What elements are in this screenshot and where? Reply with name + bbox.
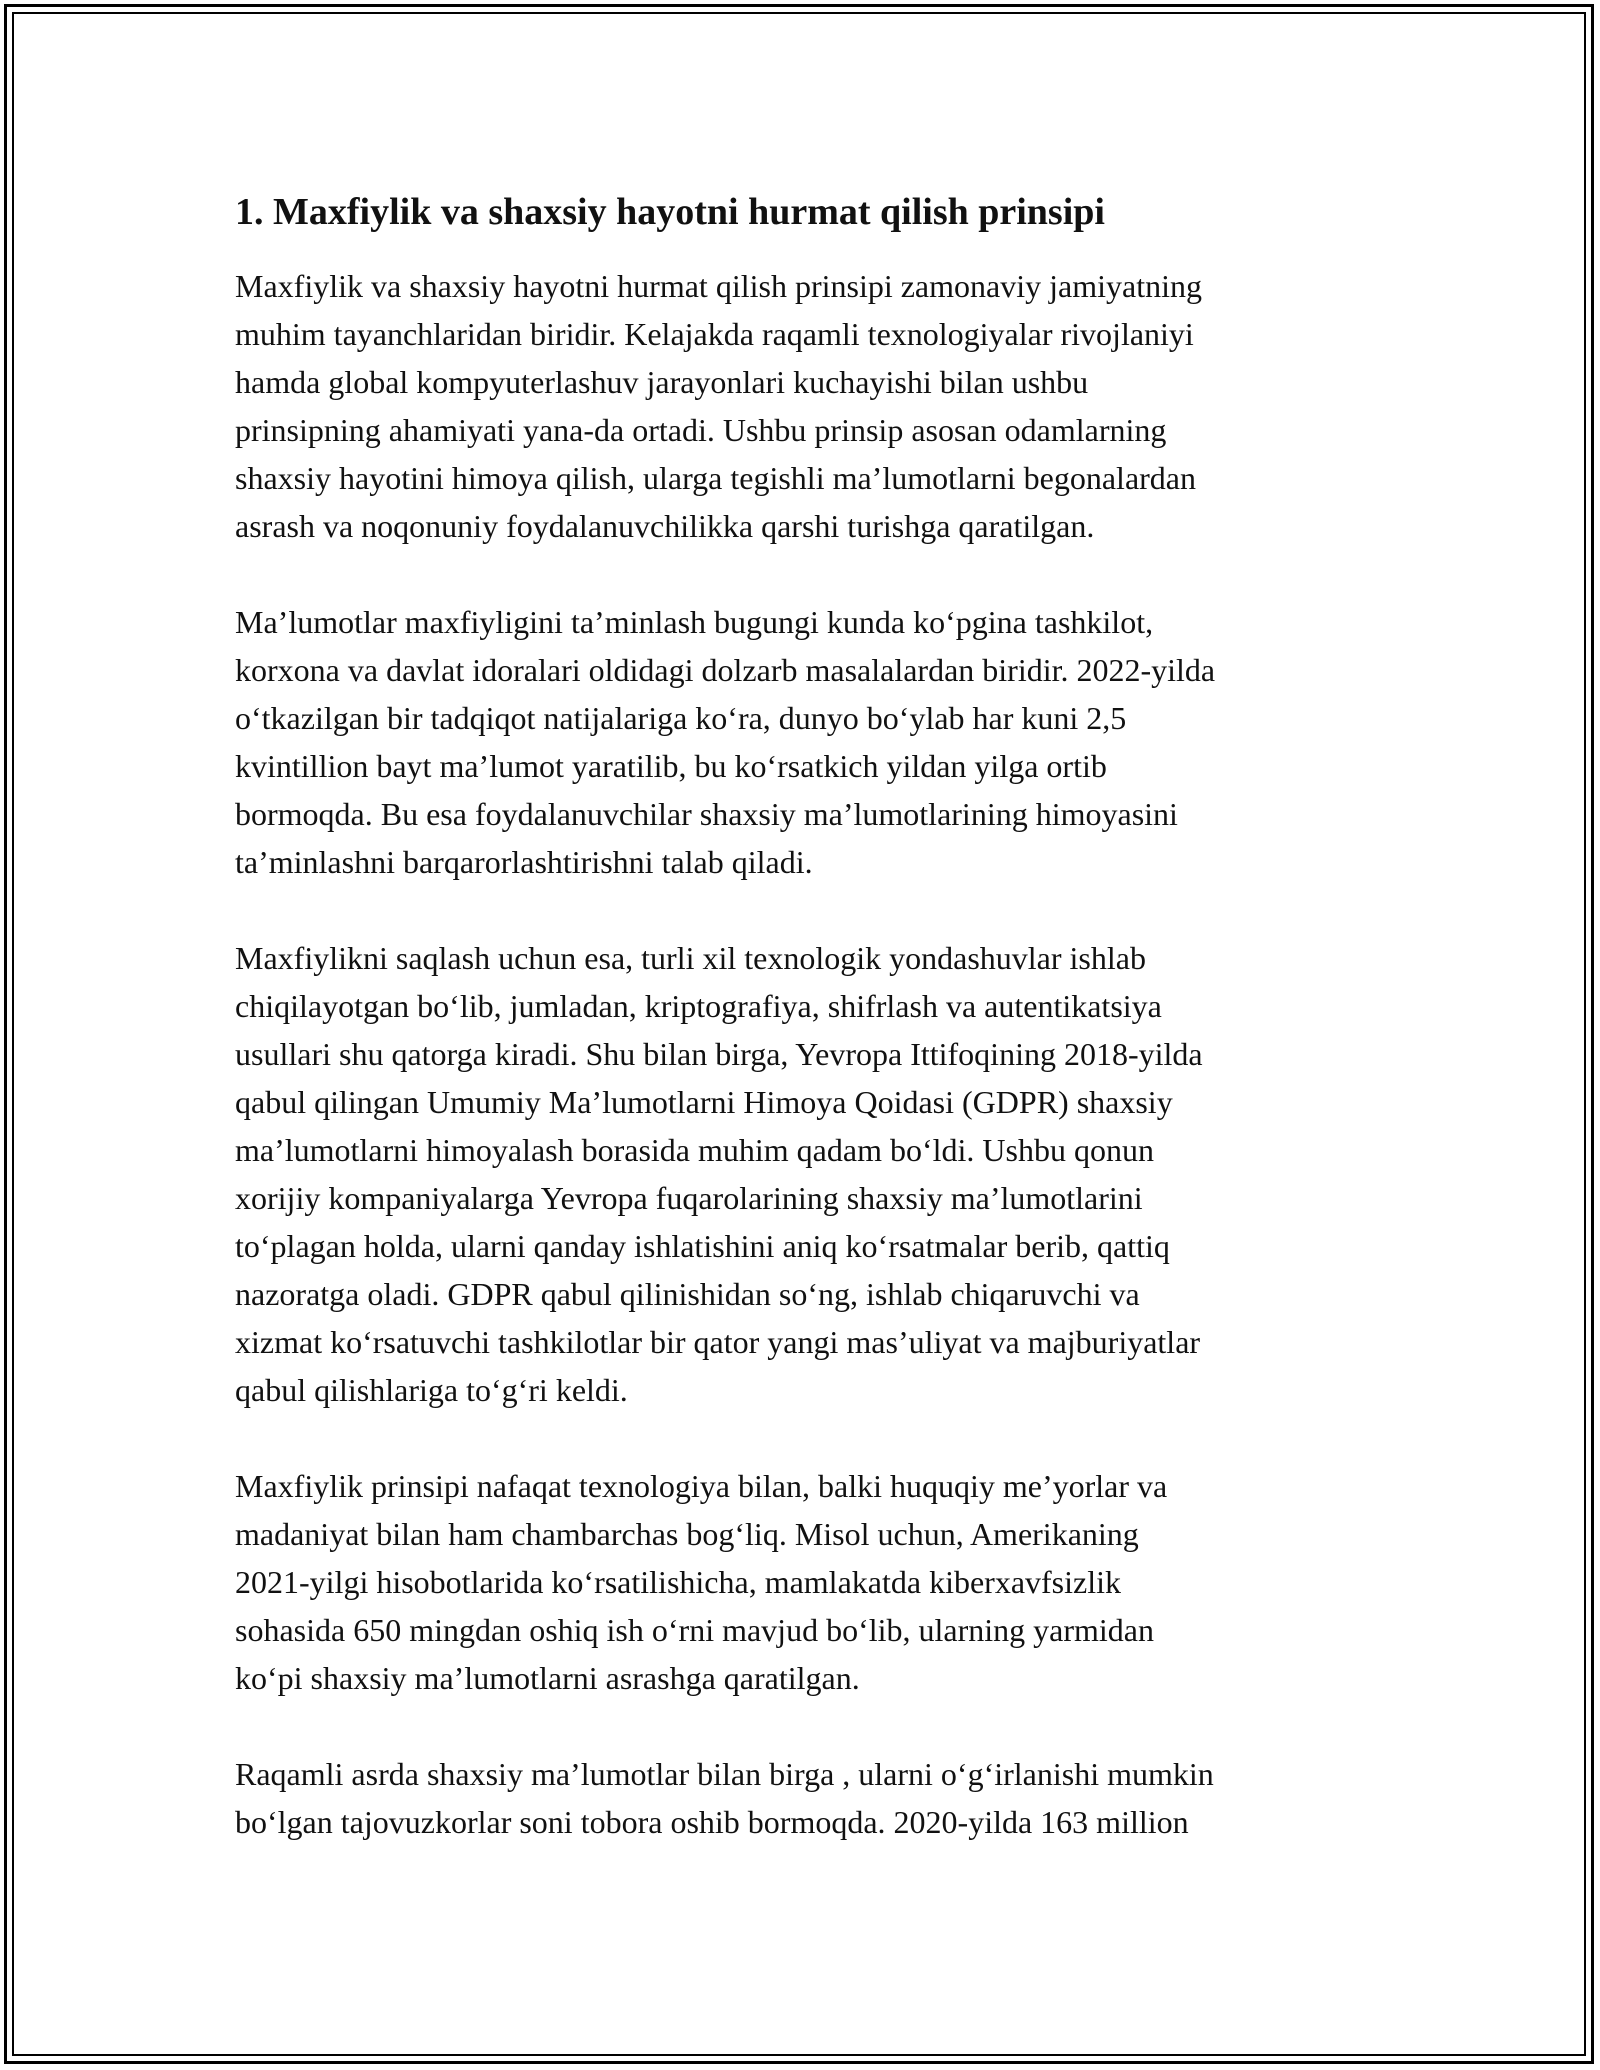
- paragraph-4: [235, 1462, 1375, 1702]
- text-line: Raqamli asrda shaxsiy ma’lumotlar bilan birga , ularni o‘g‘irlanishi mumkin: [235, 1756, 1214, 1792]
- text-line: shaxsiy hayotini himoya qilish, ularga tegishli ma’lumotlarni begonalardan: [235, 460, 1196, 496]
- text-line: 2021-yilgi hisobotlarida ko‘rsatilishicha, mamlakatda kiberxavfsizlik: [235, 1564, 1121, 1600]
- text-line: sohasida 650 mingdan oshiq ish o‘rni mavjud bo‘lib, ularning yarmidan: [235, 1612, 1154, 1648]
- text-line: Maxfiylik prinsipi nafaqat texnologiya bilan, balki huquqiy me’yorlar va: [235, 1468, 1168, 1504]
- text-line: kvintillion bayt ma’lumot yaratilib, bu ko‘rsatkich yildan yilga ortib: [235, 748, 1107, 784]
- document-body: [235, 188, 1375, 1894]
- text-line: prinsipning ahamiyati yana-da ortadi. Ushbu prinsip asosan odamlarning: [235, 412, 1167, 448]
- text-line: qabul qilingan Umumiy Ma’lumotlarni Himoya Qoidasi (GDPR) shaxsiy: [235, 1084, 1173, 1120]
- text-line: asrash va noqonuniy foydalanuvchilikka qarshi turishga qaratilgan.: [235, 508, 1095, 544]
- text-line: muhim tayanchlaridan biridir. Kelajakda raqamli texnologiyalar rivojlaniyi: [235, 316, 1194, 352]
- text-line: nazoratga oladi. GDPR qabul qilinishidan so‘ng, ishlab chiqaruvchi va: [235, 1276, 1140, 1312]
- text-line: Ma’lumotlar maxfiyligini ta’minlash bugungi kunda ko‘pgina tashkilot,: [235, 604, 1154, 640]
- text-line: Maxfiylik va shaxsiy hayotni hurmat qilish prinsipi zamonaviy jamiyatning: [235, 268, 1202, 304]
- text-line: to‘plagan holda, ularni qanday ishlatishini aniq ko‘rsatmalar berib, qattiq: [235, 1228, 1170, 1264]
- text-line: o‘tkazilgan bir tadqiqot natijalariga ko‘ra, dunyo bo‘ylab har kuni 2,5: [235, 700, 1127, 736]
- text-line: Maxfiylikni saqlash uchun esa, turli xil texnologik yondashuvlar ishlab: [235, 940, 1146, 976]
- paragraph-1: [235, 262, 1375, 550]
- text-line: usullari shu qatorga kiradi. Shu bilan birga, Yevropa Ittifoqining 2018-yilda: [235, 1036, 1203, 1072]
- text-line: madaniyat bilan ham chambarchas bog‘liq. Misol uchun, Amerikaning: [235, 1516, 1139, 1552]
- paragraph-2: [235, 598, 1375, 886]
- paragraph-3: [235, 934, 1375, 1414]
- text-line: ta’minlashni barqarorlashtirishni talab qiladi.: [235, 844, 813, 880]
- text-line: ko‘pi shaxsiy ma’lumotlarni asrashga qaratilgan.: [235, 1660, 860, 1696]
- text-line: xorijiy kompaniyalarga Yevropa fuqarolarining shaxsiy ma’lumotlarini: [235, 1180, 1143, 1216]
- text-line: ma’lumotlarni himoyalash borasida muhim qadam bo‘ldi. Ushbu qonun: [235, 1132, 1154, 1168]
- section-heading: 1. Maxfiylik va shaxsiy hayotni hurmat qilish prinsipi: [235, 191, 1105, 233]
- paragraph-5: [235, 1750, 1375, 1846]
- text-line: bormoqda. Bu esa foydalanuvchilar shaxsiy ma’lumotlarining himoyasini: [235, 796, 1178, 832]
- text-line: korxona va davlat idoralari oldidagi dolzarb masalalardan biridir. 2022-yilda: [235, 652, 1216, 688]
- text-line: chiqilayotgan bo‘lib, jumladan, kriptografiya, shifrlash va autentikatsiya: [235, 988, 1162, 1024]
- text-line: hamda global kompyuterlashuv jarayonlari kuchayishi bilan ushbu: [235, 364, 1089, 400]
- text-line: bo‘lgan tajovuzkorlar soni tobora oshib bormoqda. 2020-yilda 163 million: [235, 1804, 1189, 1840]
- text-line: xizmat ko‘rsatuvchi tashkilotlar bir qator yangi mas’uliyat va majburiyatlar: [235, 1324, 1201, 1360]
- text-line: qabul qilishlariga to‘g‘ri keldi.: [235, 1372, 628, 1408]
